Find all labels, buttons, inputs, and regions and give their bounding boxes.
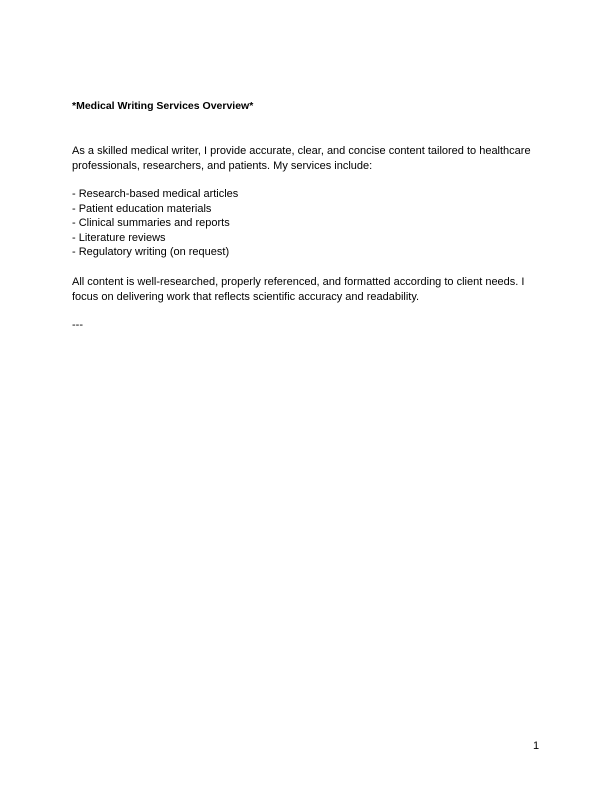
intro-paragraph	[72, 144, 531, 173]
separator: ---	[72, 319, 83, 331]
page-number: 1	[533, 740, 540, 752]
intro-line: professionals, researchers, and patients. My services include:	[72, 159, 373, 172]
list-item: - Clinical summaries and reports	[72, 217, 230, 229]
list-item: - Literature reviews	[72, 231, 166, 244]
document-title: *Medical Writing Services Overview*	[72, 100, 254, 112]
intro-line: As a skilled medical writer, I provide accurate, clear, and concise content tailored to healthcare	[72, 145, 531, 157]
list-item: - Research-based medical articles	[72, 188, 239, 200]
closing-paragraph	[72, 275, 524, 304]
list-item: - Patient education materials	[72, 202, 212, 215]
list-item: - Regulatory writing (on request)	[72, 246, 230, 258]
closing-line: focus on delivering work that reflects scientific accuracy and readability.	[72, 290, 420, 303]
services-list	[72, 187, 238, 260]
closing-line: All content is well-researched, properly referenced, and formatted according to client needs. I	[72, 276, 525, 288]
